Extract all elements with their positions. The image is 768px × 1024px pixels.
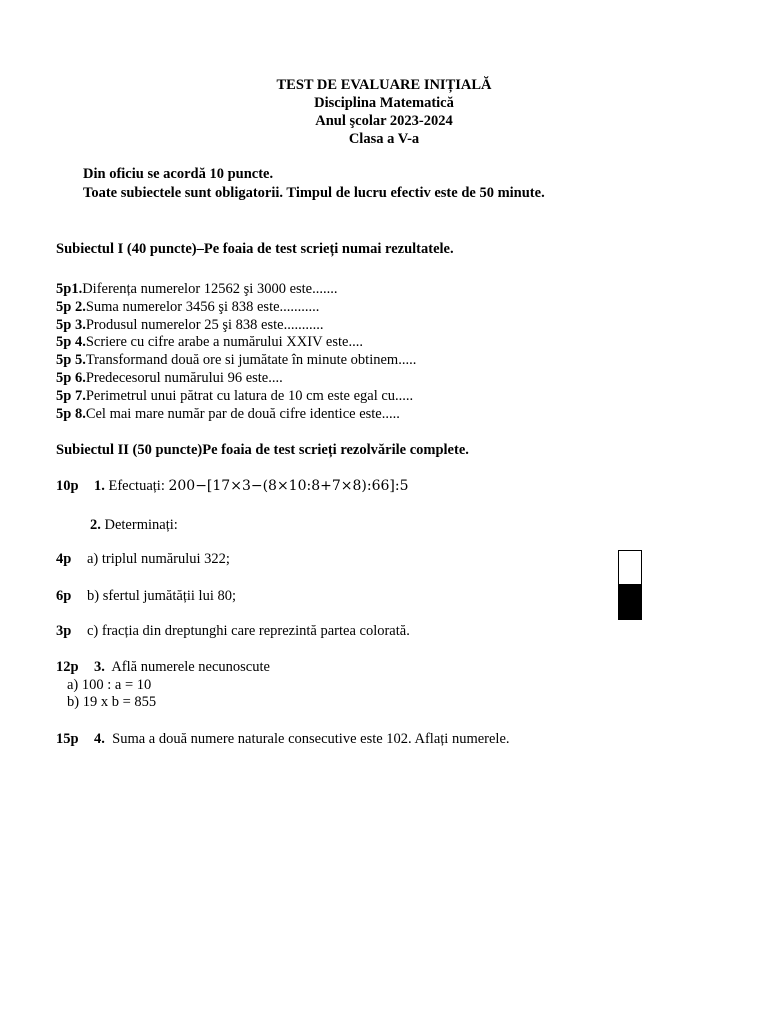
problem-2-label: Determinați:: [104, 517, 178, 533]
item-text: Scriere cu cifre arabe a numărului XXIV este....: [85, 334, 363, 350]
problem-1: [56, 478, 408, 495]
subject-1-item: [56, 406, 400, 423]
problem-1-points: 10p: [56, 478, 79, 494]
problem-4-text: Suma a două numere naturale consecutive este 102. Aflați numerele.: [112, 731, 510, 747]
problem-3-part-b: b) 19 x b = 855: [67, 694, 157, 710]
item-points: 5p 8.: [56, 406, 86, 422]
item-text: Cel mai mare număr par de două cifre identice este.....: [85, 406, 400, 422]
problem-4-points: 15p: [56, 731, 79, 747]
problem-2-part-c: [56, 623, 410, 640]
problem-1-number: 1.: [94, 478, 105, 494]
item-points: 5p 4.: [56, 334, 86, 350]
problem-4-number: 4.: [94, 731, 105, 747]
discipline-heading: Disciplina Matematică: [314, 95, 454, 111]
subject-2-heading: Subiectul II (50 puncte)Pe foaia de test scrieți rezolvările complete.: [56, 442, 469, 458]
part-text: b) sfertul jumătății lui 80;: [87, 588, 237, 604]
subject-1-item: [56, 370, 283, 387]
colored-rectangle-figure: [618, 550, 642, 620]
class-heading: Clasa a V-a: [348, 131, 420, 147]
item-text: Perimetrul unui pătrat cu latura de 10 cm este egal cu.....: [85, 388, 414, 404]
subject-1-item: [56, 317, 323, 334]
page-title: TEST DE EVALUARE INIȚIALĂ: [276, 77, 492, 93]
item-text: Predecesorul numărului 96 este....: [85, 370, 283, 386]
problem-3-number: 3.: [94, 659, 105, 675]
problem-1-label: Efectuați:: [108, 478, 165, 494]
problem-4: [56, 731, 510, 748]
problem-3-points: 12p: [56, 659, 79, 675]
item-points: 5p 3.: [56, 317, 86, 333]
part-text: c) fracția din dreptunghi care reprezintă partea colorată.: [87, 623, 410, 639]
item-points: 5p 7.: [56, 388, 86, 404]
item-points: 5p1.: [56, 281, 83, 297]
problem-1-expression: 200−[17×3−(8×10:8+7×8):66]:5: [168, 478, 409, 494]
part-points: 3p: [56, 623, 72, 639]
item-points: 5p 6.: [56, 370, 86, 386]
school-year-heading: Anul şcolar 2023-2024: [315, 113, 453, 129]
note-instructions: Toate subiectele sunt obligatorii. Timpul de lucru efectiv este de 50 minute.: [83, 185, 545, 201]
problem-3-part-a: a) 100 : a = 10: [67, 677, 152, 693]
part-points: 4p: [56, 551, 72, 567]
subject-1-item: [56, 388, 413, 405]
note-default-points: Din oficiu se acordă 10 puncte.: [83, 166, 274, 182]
subject-1-item: [56, 281, 338, 298]
problem-3-label: Află numerele necunoscute: [111, 659, 270, 675]
item-text: Suma numerelor 3456 şi 838 este...........: [85, 299, 320, 315]
item-text: Diferența numerelor 12562 şi 3000 este.......: [82, 281, 338, 297]
problem-2-part-b: [56, 588, 236, 605]
item-text: Produsul numerelor 25 şi 838 este...........: [85, 317, 324, 333]
item-points: 5p 2.: [56, 299, 86, 315]
subject-1-item: [56, 334, 363, 351]
item-text: Transformand două ore si jumătate în minute obtinem.....: [85, 352, 417, 368]
problem-3: [56, 659, 270, 676]
subject-1-item: [56, 352, 416, 369]
problem-2-part-a: [56, 551, 230, 568]
problem-2: [90, 517, 178, 534]
item-points: 5p 5.: [56, 352, 86, 368]
part-points: 6p: [56, 588, 72, 604]
rectangle-colored-part: [619, 585, 641, 619]
subject-1-heading: Subiectul I (40 puncte)–Pe foaia de test scrieți numai rezultatele.: [56, 241, 454, 257]
subject-1-item: [56, 299, 319, 316]
part-text: a) triplul numărului 322;: [87, 551, 230, 567]
problem-2-number: 2.: [90, 517, 101, 533]
